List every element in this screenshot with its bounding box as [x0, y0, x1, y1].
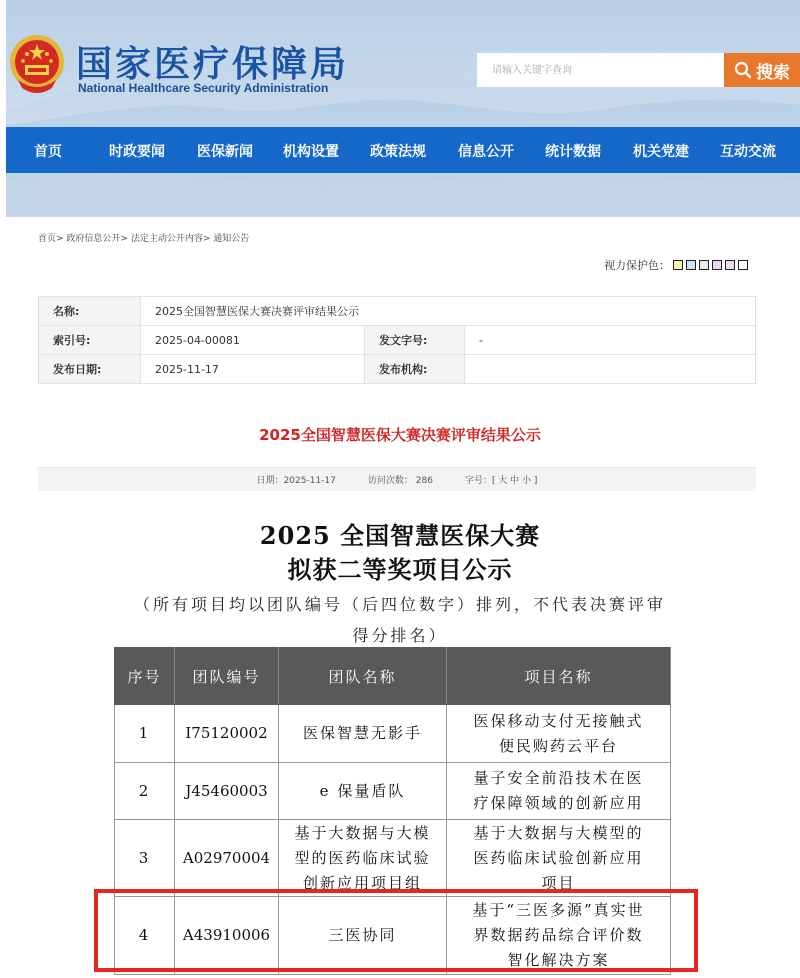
- cell-team-name: [279, 820, 447, 897]
- project-line: 项目: [541, 873, 576, 892]
- project-line: 界数据药品综合评价数: [473, 926, 644, 944]
- article-title: 2025全国智慧医保大赛决赛评审结果公示: [259, 426, 541, 444]
- table-row: [115, 705, 671, 763]
- nav-item-policies[interactable]: 政策法规: [370, 144, 426, 160]
- nav-item-current-affairs[interactable]: 时政要闻: [109, 144, 165, 160]
- meta-date-label: 发布日期:: [39, 355, 141, 384]
- nav-item-home[interactable]: 首页: [34, 144, 62, 160]
- doc-note-line2: 得分排名）: [352, 626, 448, 645]
- site-header: [6, 0, 800, 217]
- project-line: 基于大数据与大模型的: [473, 823, 644, 842]
- header-team-id: 团队编号: [175, 648, 279, 705]
- meta-name-value: 2025全国智慧医保大赛决赛评审结果公示: [141, 297, 756, 326]
- project-line: 量子安全前沿技术在医: [473, 769, 644, 787]
- nav-item-organization[interactable]: 机构设置: [283, 144, 339, 160]
- award-table: [114, 647, 671, 975]
- meta-index-value: 2025-04-00081: [141, 326, 365, 355]
- article-info-bar: [38, 467, 756, 491]
- cell-team-name: [279, 763, 447, 820]
- team-name-line: 基于大数据与大模: [294, 823, 431, 842]
- cell-project: [447, 897, 671, 975]
- nav-item-party-building[interactable]: 机关党建: [633, 144, 689, 160]
- nav-item-statistics[interactable]: 统计数据: [545, 144, 601, 160]
- nav-item-insurance-news[interactable]: 医保新闻: [197, 144, 253, 160]
- meta-date-value: 2025-11-17: [141, 355, 365, 384]
- document-meta-table: [38, 296, 756, 384]
- color-swatch-gray[interactable]: [699, 260, 709, 270]
- project-line: 疗保障领域的创新应用: [473, 794, 644, 812]
- team-name-line: 医保智慧无影手: [302, 724, 422, 742]
- nav-item-disclosure[interactable]: 信息公开: [458, 144, 514, 160]
- nav-item-interaction[interactable]: 互动交流: [720, 144, 776, 160]
- cell-no: 3: [115, 820, 175, 897]
- team-name-line: 创新应用项目组: [302, 873, 422, 892]
- doc-heading-line1: 2025 全国智慧医保大赛: [259, 521, 541, 550]
- meta-org-label: 发布机构:: [365, 355, 465, 384]
- color-swatch-purple[interactable]: [712, 260, 722, 270]
- breadcrumb-statutory[interactable]: 法定主动公开内容>: [130, 234, 211, 244]
- table-row: [115, 897, 671, 975]
- cell-no: 4: [115, 897, 175, 975]
- team-name-line: e 保量盾队: [319, 781, 406, 800]
- cell-team-id: I75120002: [175, 705, 279, 763]
- header-project: 项目名称: [447, 648, 671, 705]
- table-row: [115, 763, 671, 820]
- project-line: 便民购药云平台: [498, 736, 618, 755]
- table-row: [115, 820, 671, 897]
- meta-index-label: 索引号:: [39, 326, 141, 355]
- color-swatch-pink[interactable]: [725, 260, 735, 270]
- search-button-label: 搜索: [756, 62, 790, 83]
- cell-team-name: [279, 897, 447, 975]
- breadcrumb-home[interactable]: 首页>: [38, 234, 64, 244]
- team-name-line: 三医协同: [328, 926, 397, 944]
- color-swatch-yellow[interactable]: [673, 260, 683, 270]
- meta-name-label: 名称:: [39, 297, 141, 326]
- color-swatch-blue[interactable]: [686, 260, 696, 270]
- eye-protection-label: 视力保护色：: [604, 259, 670, 272]
- project-line: 医药临床试验创新应用: [473, 848, 644, 867]
- project-line: 智化解决方案: [507, 951, 610, 969]
- site-title-en: National Healthcare Security Administration: [78, 81, 329, 95]
- cell-project: [447, 705, 671, 763]
- color-swatch-white[interactable]: [738, 260, 748, 270]
- team-name-line: 型的医药临床试验: [294, 848, 431, 867]
- doc-heading-line2: 拟获二等奖项目公示: [287, 555, 513, 584]
- article-visits: 访问次数： 286: [367, 476, 433, 486]
- cell-no: 1: [115, 705, 175, 763]
- doc-note-line1: （所有项目均以团队编号（后四位数字）排列，不代表决赛评审: [133, 595, 666, 614]
- project-line: 基于“三医多源”真实世: [472, 901, 645, 919]
- cell-team-id: A02970004: [175, 820, 279, 897]
- meta-org-value: [465, 355, 756, 384]
- search-icon: [734, 61, 752, 79]
- font-size-control[interactable]: 字号：[ 大 中 小 ]: [464, 476, 538, 486]
- national-emblem-icon: [8, 32, 66, 96]
- meta-doc-no-label: 发文字号:: [365, 326, 465, 355]
- header-no: 序号: [115, 648, 175, 705]
- breadcrumb-gov-info[interactable]: 政府信息公开>: [66, 234, 128, 244]
- site-title-cn: 国家医疗保障局: [76, 43, 350, 85]
- mountain-background: [6, 0, 800, 217]
- main-nav: [6, 127, 800, 173]
- header-team-name: 团队名称: [279, 648, 447, 705]
- cell-team-id: A43910006: [175, 897, 279, 975]
- cell-team-name: [279, 705, 447, 763]
- breadcrumb-notices[interactable]: 通知公告: [213, 234, 250, 244]
- breadcrumb: [38, 231, 249, 244]
- search-button[interactable]: [724, 53, 800, 87]
- project-line: 医保移动支付无接触式: [473, 711, 644, 730]
- cell-no: 2: [115, 763, 175, 820]
- eye-protection-colors: [604, 257, 748, 273]
- search-input[interactable]: [477, 53, 724, 87]
- cell-project: [447, 820, 671, 897]
- meta-doc-no-value: -: [465, 326, 756, 355]
- article-date: 日期：2025-11-17: [256, 476, 336, 486]
- cell-team-id: J45460003: [175, 763, 279, 820]
- cell-project: [447, 763, 671, 820]
